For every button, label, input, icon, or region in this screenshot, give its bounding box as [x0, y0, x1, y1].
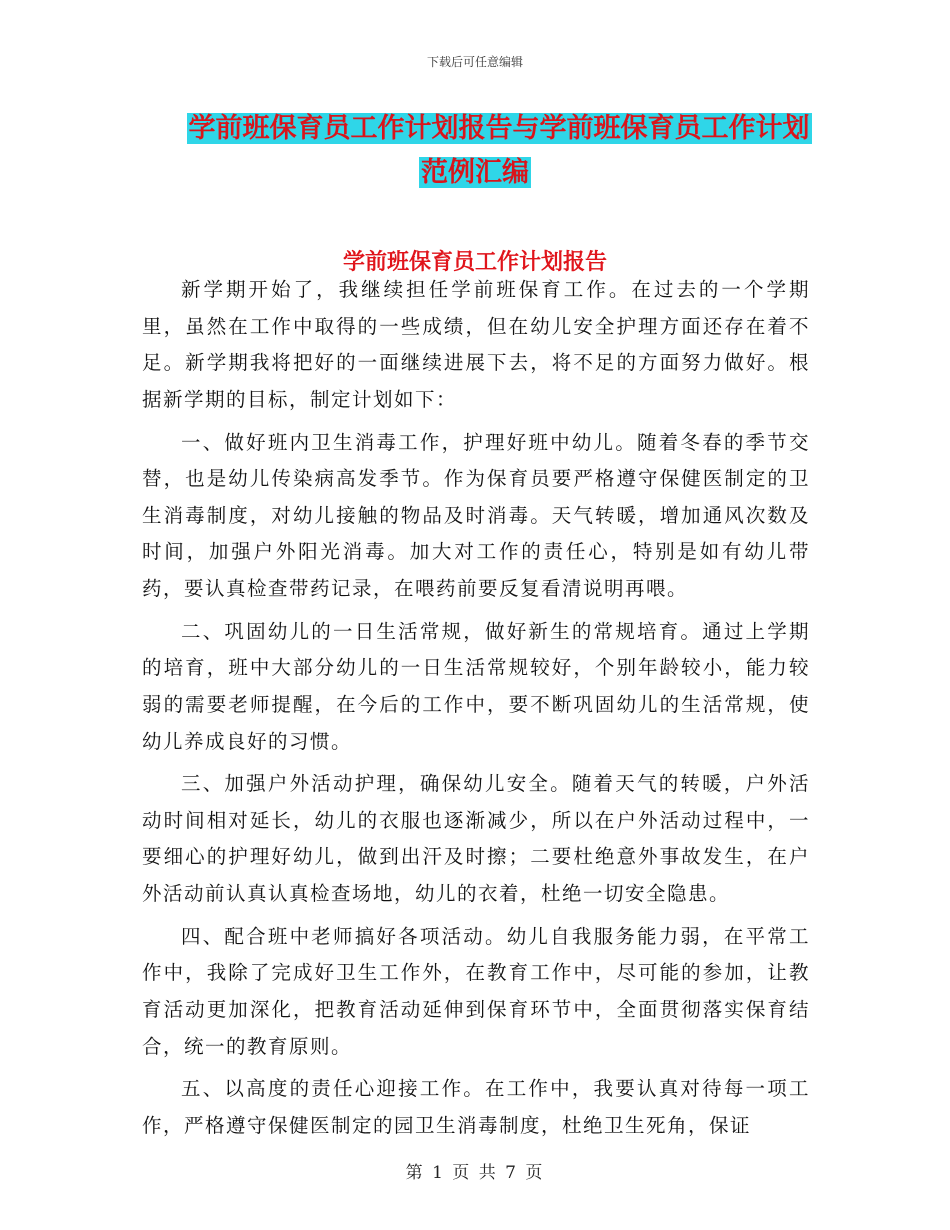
document-body [142, 272, 810, 1151]
title-highlight: 学前班保育员工作计划报告与学前班保育员工作计划 [188, 113, 810, 144]
title-highlight: 范例汇编 [421, 157, 529, 188]
document-title-line-2 [0, 152, 950, 194]
page-footer: 第 1 页 共 7 页 [405, 1163, 545, 1183]
header-note: 下载后可任意编辑 [426, 55, 523, 69]
paragraph-item-1: 一、做好班内卫生消毒工作，护理好班中幼儿。随着冬春的季节交替，也是幼儿传染病高发季节。作为保育员要严格遵守保健医制定的卫生消毒制度，对幼儿接触的物品及时消毒。天气转暖，增加通风次数及时间，加强户外阳光消毒。加大对工作的责任心，特别是如有幼儿带药，要认真检查带药记录，在喂药前要反复看清说明再喂。 [142, 430, 810, 600]
paragraph-item-5: 五、以高度的责任心迎接工作。在工作中，我要认真对待每一项工作，严格遵守保健医制定的园卫生消毒制度，杜绝卫生死角，保证 [142, 1077, 810, 1137]
paragraph-item-2: 二、巩固幼儿的一日生活常规，做好新生的常规培育。通过上学期的培育，班中大部分幼儿的一日生活常规较好，个别年龄较小，能力较弱的需要老师提醒，在今后的工作中，要不断巩固幼儿的生活常规，使幼儿养成良好的习惯。 [142, 619, 810, 753]
document-title-line-1 [24, 108, 950, 150]
section-title: 学前班保育员工作计划报告 [342, 250, 607, 275]
paragraph-intro: 新学期开始了，我继续担任学前班保育工作。在过去的一个学期里，虽然在工作中取得的一些成绩，但在幼儿安全护理方面还存在着不足。新学期我将把好的一面继续进展下去，将不足的方面努力做好。根据新学期的目标，制定计划如下： [142, 278, 810, 411]
paragraph-item-3: 三、加强户外活动护理，确保幼儿安全。随着天气的转暖，户外活动时间相对延长，幼儿的衣服也逐渐减少，所以在户外活动过程中，一要细心的护理好幼儿，做到出汗及时擦；二要杜绝意外事故发生，在户外活动前认真认真检查场地，幼儿的衣着，杜绝一切安全隐患。 [142, 772, 810, 906]
paragraph-item-4: 四、配合班中老师搞好各项活动。幼儿自我服务能力弱，在平常工作中，我除了完成好卫生工作外，在教育工作中，尽可能的参加，让教育活动更加深化，把教育活动延伸到保育环节中，全面贯彻落实保育结合，统一的教育原则。 [142, 924, 810, 1058]
